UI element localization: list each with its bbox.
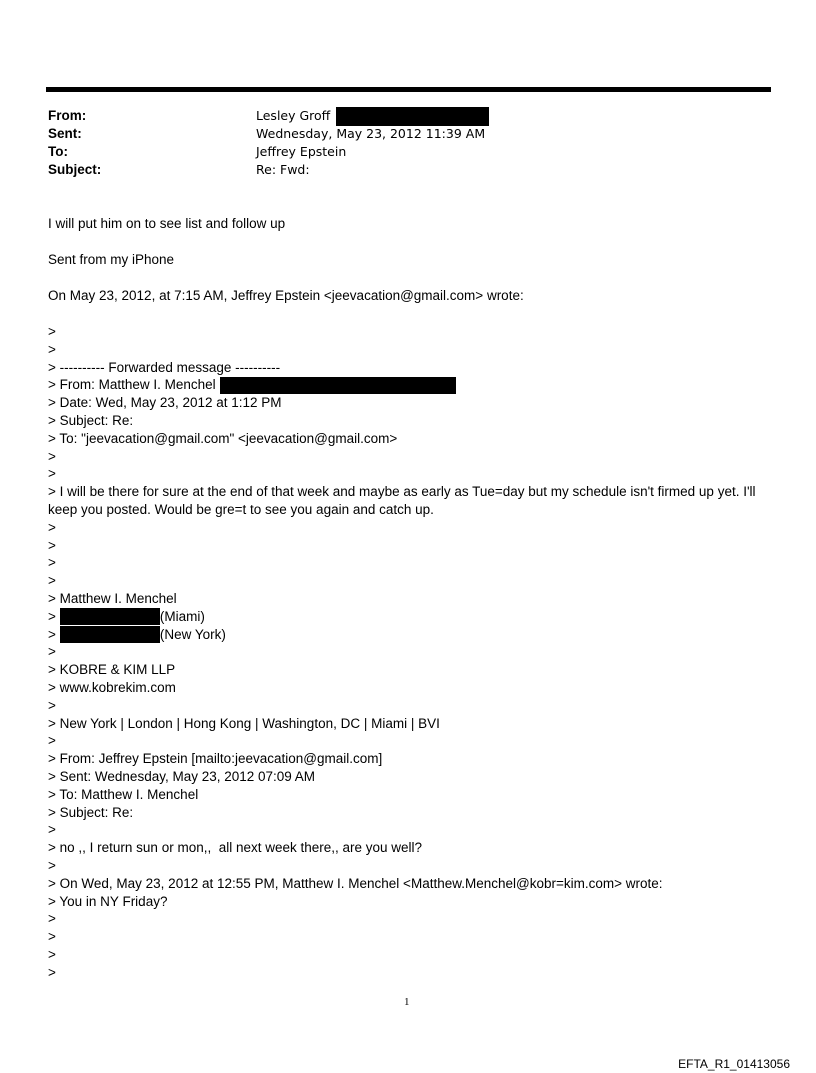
body-line-1: I will put him on to see list and follow up <box>48 216 286 231</box>
firm-name: > KOBRE & KIM LLP <box>48 662 176 678</box>
orig-from-line: > From: Jeffrey Epstein [mailto:jeevacation@gmail.com] <box>48 751 383 767</box>
sent-row <box>48 125 489 143</box>
fwd-subject-line: > Subject: Re: <box>48 412 134 428</box>
quote-line: > <box>48 448 56 464</box>
quote-line: > <box>48 466 56 482</box>
quote-line: > <box>48 911 56 927</box>
sent-value: Wednesday, May 23, 2012 11:39 AM <box>256 126 486 141</box>
body-line-2: Sent from my iPhone <box>48 252 175 267</box>
firm-website: > www.kobrekim.com <box>48 679 176 695</box>
fwd-to-line: > To: "jeevacation@gmail.com" <jeevacation@gmail.com> <box>48 430 398 446</box>
fwd-from-line <box>48 376 778 394</box>
quoted-paragraph: > I will be there for sure at the end of that week and maybe as early as Tue=day but my schedule isn't firmed up yet. I'll keep you posted. Would be gre=t to see you again and catch up. <box>48 484 756 517</box>
orig-subject-line: > Subject: Re: <box>48 804 134 820</box>
quote-line: > <box>48 946 56 962</box>
forwarded-header: > ---------- Forwarded message ---------- <box>48 359 281 375</box>
miami-label: (Miami) <box>159 608 205 624</box>
firm-offices: > New York | London | Hong Kong | Washington, DC | Miami | BVI <box>48 715 440 731</box>
fwd-from-text: > From: Matthew I. Menchel <box>48 377 216 393</box>
quote-line: > <box>48 857 56 873</box>
orig-to-line: > To: Matthew I. Menchel <box>48 786 199 802</box>
quote-line: > <box>48 573 56 589</box>
fwd-date-line: > Date: Wed, May 23, 2012 at 1:12 PM <box>48 395 282 411</box>
to-row <box>48 143 489 161</box>
quote-line: > <box>48 964 56 980</box>
header-rule <box>46 87 771 92</box>
to-value: Jeffrey Epstein <box>256 144 347 159</box>
quote-line: > <box>48 822 56 838</box>
signature-name: > Matthew I. Menchel <box>48 590 177 606</box>
subject-value: Re: Fwd: <box>256 162 310 177</box>
from-label: From: <box>48 108 87 123</box>
email-headers <box>48 107 489 179</box>
document-id: EFTA_R1_01413056 <box>678 1057 790 1071</box>
body-line-3: On May 23, 2012, at 7:15 AM, Jeffrey Epstein <jeevacation@gmail.com> wrote: <box>48 288 524 303</box>
quote-line: > <box>48 644 56 660</box>
quote-marker: > <box>48 626 56 642</box>
quote-line: > <box>48 929 56 945</box>
quote-line: > <box>48 537 56 553</box>
quote-line: > <box>48 341 56 357</box>
reply-line: > no ,, I return sun or mon,, all next week there,, are you well? <box>48 840 423 856</box>
you-in-line: > You in NY Friday? <box>48 893 168 909</box>
redaction-box <box>60 608 160 625</box>
orig-sent-line: > Sent: Wednesday, May 23, 2012 07:09 AM <box>48 768 316 784</box>
from-value: Lesley Groff <box>256 108 331 123</box>
quote-line: > <box>48 733 56 749</box>
from-row <box>48 107 489 125</box>
redaction-box <box>220 377 456 394</box>
sent-label: Sent: <box>48 126 82 141</box>
redaction-box <box>60 626 160 643</box>
redaction-box <box>336 107 489 126</box>
quote-line: > <box>48 697 56 713</box>
ny-label: (New York) <box>159 626 226 642</box>
quoted-message <box>48 323 778 981</box>
quote-line: > <box>48 519 56 535</box>
subject-row <box>48 161 489 179</box>
to-label: To: <box>48 144 68 159</box>
quote-line: > <box>48 555 56 571</box>
quote-line: > <box>48 324 56 339</box>
on-wed-line: > On Wed, May 23, 2012 at 12:55 PM, Matthew I. Menchel <Matthew.Menchel@kobr=kim.com> wrote: <box>48 875 663 891</box>
signature-phone-ny <box>48 626 778 644</box>
subject-label: Subject: <box>48 162 102 177</box>
signature-phone-miami <box>48 608 778 626</box>
quote-marker: > <box>48 608 56 624</box>
page-number: 1 <box>404 996 410 1008</box>
